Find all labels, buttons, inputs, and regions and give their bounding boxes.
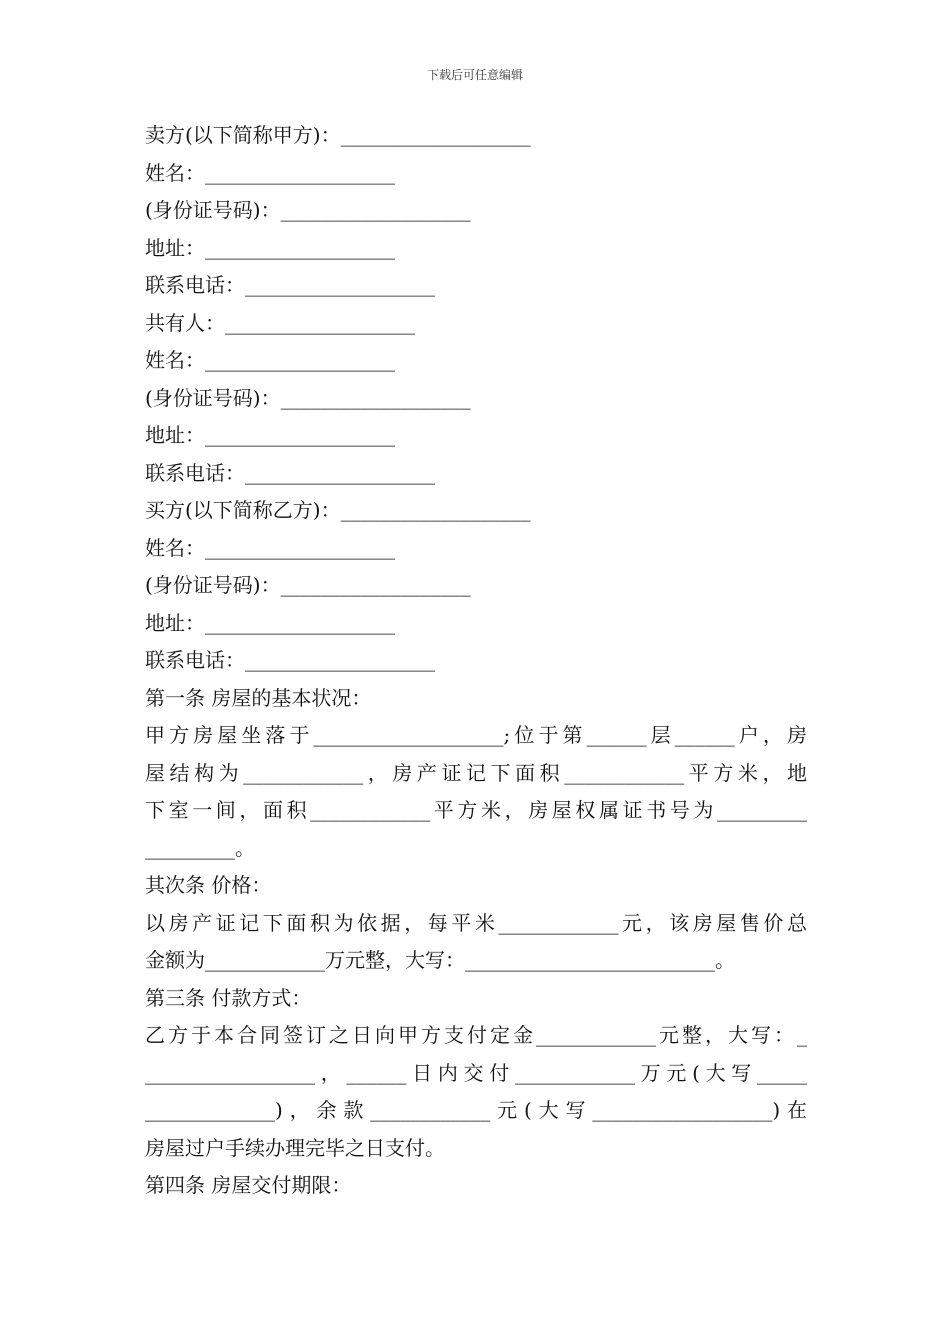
seller-label: 卖方(以下简称甲方)：___________________ [145,123,531,147]
co-owner-name: 姓名：___________________ [145,348,395,372]
article-2-line-1: 以房产证记下面积为依据，每平米____________元，该房屋售价总 [145,910,807,935]
co-owner-id: (身份证号码)：___________________ [145,385,471,410]
article-1-line-2: 屋结构为____________，房产证记下面积____________平方米，地 [145,760,807,785]
article-3-line-2: _________________，______日内交付____________万元(大写_____ [145,1060,807,1085]
seller-id: (身份证号码)：___________________ [145,198,471,222]
seller-address: 地址：___________________ [145,235,395,260]
article-1-line-3: 下室一间，面积____________平方米，房屋权属证书号为_________ [145,798,807,822]
article-1-line-1: 甲方房屋坐落于___________________;位于第______层______户，房 [145,723,807,747]
buyer-label: 买方(以下简称乙方)：___________________ [145,498,531,522]
buyer-address: 地址：___________________ [145,610,395,635]
article-2-heading: 其次条 价格： [145,873,272,897]
article-2-line-2: 金额为____________万元整，大写：_________________________。 [145,948,735,972]
buyer-phone: 联系电话：___________________ [145,648,435,672]
article-1-heading: 第一条 房屋的基本状况： [145,685,372,710]
seller-phone: 联系电话：___________________ [145,273,435,297]
seller-name: 姓名：___________________ [145,160,395,185]
article-3-line-4: 房屋过户手续办理完毕之日支付。 [145,1135,445,1160]
co-owner-label: 共有人：___________________ [145,310,415,335]
page-header: 下载后可任意编辑 [426,68,523,82]
buyer-name: 姓名：___________________ [145,535,395,560]
article-3-line-1: 乙方于本合同签订之日向甲方支付定金____________元整，大写：_ [145,1023,807,1047]
co-owner-phone: 联系电话：___________________ [145,460,435,485]
contract-body [145,117,807,1205]
article-3-line-3: _____________)，余款____________元(大写__________________)在 [145,1098,807,1122]
article-1-line-4: _________。 [145,835,255,860]
article-4-heading: 第四条 房屋交付期限： [145,1173,352,1197]
buyer-id: (身份证号码)：___________________ [145,573,471,597]
article-3-heading: 第三条 付款方式： [145,985,312,1010]
co-owner-address: 地址：___________________ [145,423,395,447]
